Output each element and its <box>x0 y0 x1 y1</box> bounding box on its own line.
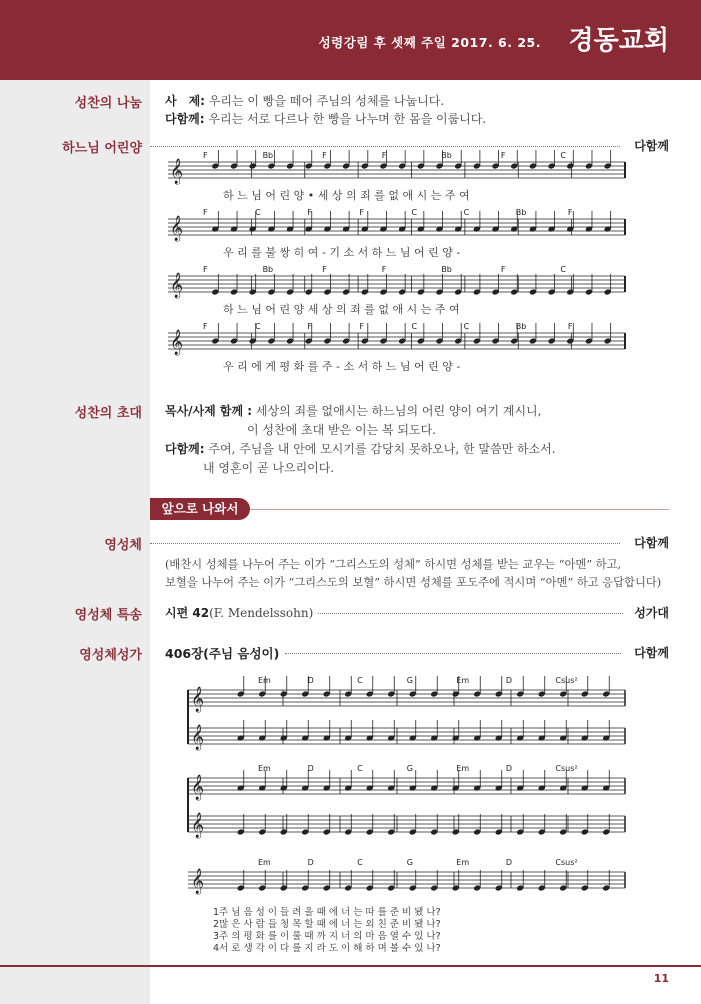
communion-performer: 다함께 <box>634 536 669 550</box>
chord-symbol: C <box>357 676 363 685</box>
chord-symbol: C <box>255 208 261 217</box>
clef: 𝄞 <box>170 159 184 184</box>
chord-symbol: C <box>463 322 470 331</box>
clef: 𝄞 <box>191 687 205 712</box>
chord-symbol: F <box>203 151 208 160</box>
sacrament-line-1: 사 제: 우리는 이 빵을 떼어 주님의 성체를 나눕니다. <box>165 94 445 108</box>
chord-symbol: C <box>411 208 418 217</box>
lyrics-line: 하 느 님 어 린 양 세 상 의 죄 를 없 애 시 는 주 여 <box>223 303 460 316</box>
sacrament-line-2: 다함께: 우리는 서로 다르나 한 빵을 나누며 한 몸을 이룹니다. <box>165 112 487 126</box>
footer-rule <box>0 965 701 967</box>
chord-symbol: Em <box>456 676 470 685</box>
chord-symbol: F <box>203 322 208 331</box>
invitation-line-3: 다함께: 주여, 주님을 내 안에 모시기를 감당치 못하오나, 한 말씀만 하소서. <box>165 442 556 456</box>
chord-symbol: D <box>505 858 513 867</box>
chord-symbol: G <box>406 764 413 773</box>
chord-symbol: G <box>406 858 413 867</box>
chord-symbol: G <box>406 676 413 685</box>
chord-symbol: F <box>307 208 312 217</box>
clef: 𝄞 <box>170 216 184 241</box>
verse-line: 2많 은 사 람 들 청 목 할 때 에 너 는 외 친 준 비 됐 나? <box>213 919 441 930</box>
verse-line: 3주 의 평 화 를 이 룰 때 까 지 너 의 마 음 열 수 있 나? <box>213 931 441 942</box>
chord-symbol: F <box>359 208 364 217</box>
chord-symbol: C <box>357 764 363 773</box>
invitation-line-4: 내 영혼이 곧 나으리이다. <box>203 461 335 475</box>
leader-dots <box>150 543 620 544</box>
chord-symbol: C <box>411 322 418 331</box>
chord-symbol: Bb <box>515 322 527 331</box>
special-song: 시편 42(F. Mendelssohn) <box>165 606 314 620</box>
chord-symbol: Bb <box>441 265 452 274</box>
chord-symbol: Bb <box>515 208 527 217</box>
sacrament-label: 성찬의 나눔 <box>74 96 142 111</box>
lamb-performer: 다함께 <box>634 139 669 153</box>
clef: 𝄞 <box>191 775 205 800</box>
leader-dots <box>150 146 620 147</box>
chord-symbol: Em <box>258 676 271 685</box>
chord-symbol: D <box>307 676 314 685</box>
lyrics-line: 우 리 에 게 평 화 를 주 - 소 서 하 느 님 어 린 양 - <box>223 360 461 373</box>
page-number: 11 <box>653 972 669 985</box>
invitation-line-2: 이 성찬에 초대 받은 이는 복 되도다. <box>247 423 436 437</box>
communion-line-2: 보혈을 나누어 주는 이가 “그리스도의 보혈” 하시면 성체를 포도주에 적시며 “아멘” 하고 응답합니다) <box>165 576 662 589</box>
section-rule <box>250 509 669 510</box>
clef: 𝄞 <box>191 813 205 838</box>
chord-symbol: C <box>560 151 567 160</box>
communion-line-1: (배찬시 성체를 나누어 주는 이가 “그리스도의 성체” 하시면 성체를 받는 교우는 “아멘” 하고, <box>165 558 622 571</box>
chord-symbol: F <box>567 208 573 217</box>
clef: 𝄞 <box>170 330 184 355</box>
chord-symbol: F <box>322 151 327 160</box>
church-name: 경동교회 <box>568 26 669 56</box>
chord-symbol: F <box>500 151 506 160</box>
hymn-label: 영성체성가 <box>79 648 142 663</box>
chord-symbol: Csus² <box>555 858 578 867</box>
lyrics-line: 하 느 님 어 린 양 • 세 상 의 죄 를 없 애 시 는 주 여 <box>223 189 470 202</box>
chord-symbol: C <box>463 208 470 217</box>
section-heading: 앞으로 나와서 <box>150 498 250 520</box>
chord-symbol: Em <box>456 858 470 867</box>
verse-line: 1주 님 음 성 이 들 려 올 때 에 너 는 따 를 준 비 됐 나? <box>213 907 441 918</box>
chord-symbol: Em <box>456 764 470 773</box>
chord-symbol: Csus² <box>555 764 578 773</box>
leader-dots <box>285 653 621 654</box>
chord-symbol: D <box>307 858 314 867</box>
clef: 𝄞 <box>191 869 205 894</box>
communion-label: 영성체 <box>104 538 142 553</box>
hymn-title: 406장(주님 음성이) <box>165 646 280 661</box>
chord-symbol: Bb <box>262 265 274 274</box>
chord-symbol: F <box>203 208 208 217</box>
lamb-label: 하느님 어린양 <box>62 141 142 156</box>
chord-symbol: Em <box>258 858 271 867</box>
chord-symbol: F <box>381 265 387 274</box>
chord-symbol: D <box>505 764 513 773</box>
special-label: 영성체 특송 <box>74 608 142 623</box>
verse-line: 4서 로 생 각 이 다 를 지 라 도 이 해 하 며 볼 수 있 나? <box>213 943 441 954</box>
hymn-score <box>0 660 701 960</box>
chord-symbol: F <box>567 322 573 331</box>
special-performer: 성가대 <box>634 606 669 620</box>
chord-symbol: F <box>381 151 387 160</box>
chord-symbol: Bb <box>441 151 452 160</box>
clef: 𝄞 <box>191 725 205 750</box>
clef: 𝄞 <box>170 273 184 298</box>
chord-symbol: F <box>359 322 364 331</box>
hymn-performer: 다함께 <box>634 646 669 660</box>
service-date: 성령강림 후 셋째 주일 2017. 6. 25. <box>318 35 541 50</box>
chord-symbol: C <box>255 322 261 331</box>
page-header <box>0 0 701 80</box>
chord-symbol: Em <box>258 764 271 773</box>
chord-symbol: F <box>500 265 506 274</box>
leader-dots <box>318 613 623 614</box>
lamb-score <box>0 150 701 380</box>
chord-symbol: D <box>505 676 513 685</box>
chord-symbol: F <box>307 322 312 331</box>
chord-symbol: C <box>357 858 363 867</box>
invitation-line-1: 목사/사제 함께 : 세상의 죄를 없애시는 하느님의 어린 양이 여기 계시니, <box>165 404 542 418</box>
invitation-label: 성찬의 초대 <box>74 406 142 421</box>
chord-symbol: Csus² <box>555 676 578 685</box>
chord-symbol: F <box>203 265 208 274</box>
chord-symbol: F <box>322 265 327 274</box>
chord-symbol: C <box>560 265 567 274</box>
lyrics-line: 우 리 를 불 쌍 히 여 - 기 소 서 하 느 님 어 린 양 - <box>223 246 461 259</box>
chord-symbol: D <box>307 764 314 773</box>
chord-symbol: Bb <box>262 151 274 160</box>
